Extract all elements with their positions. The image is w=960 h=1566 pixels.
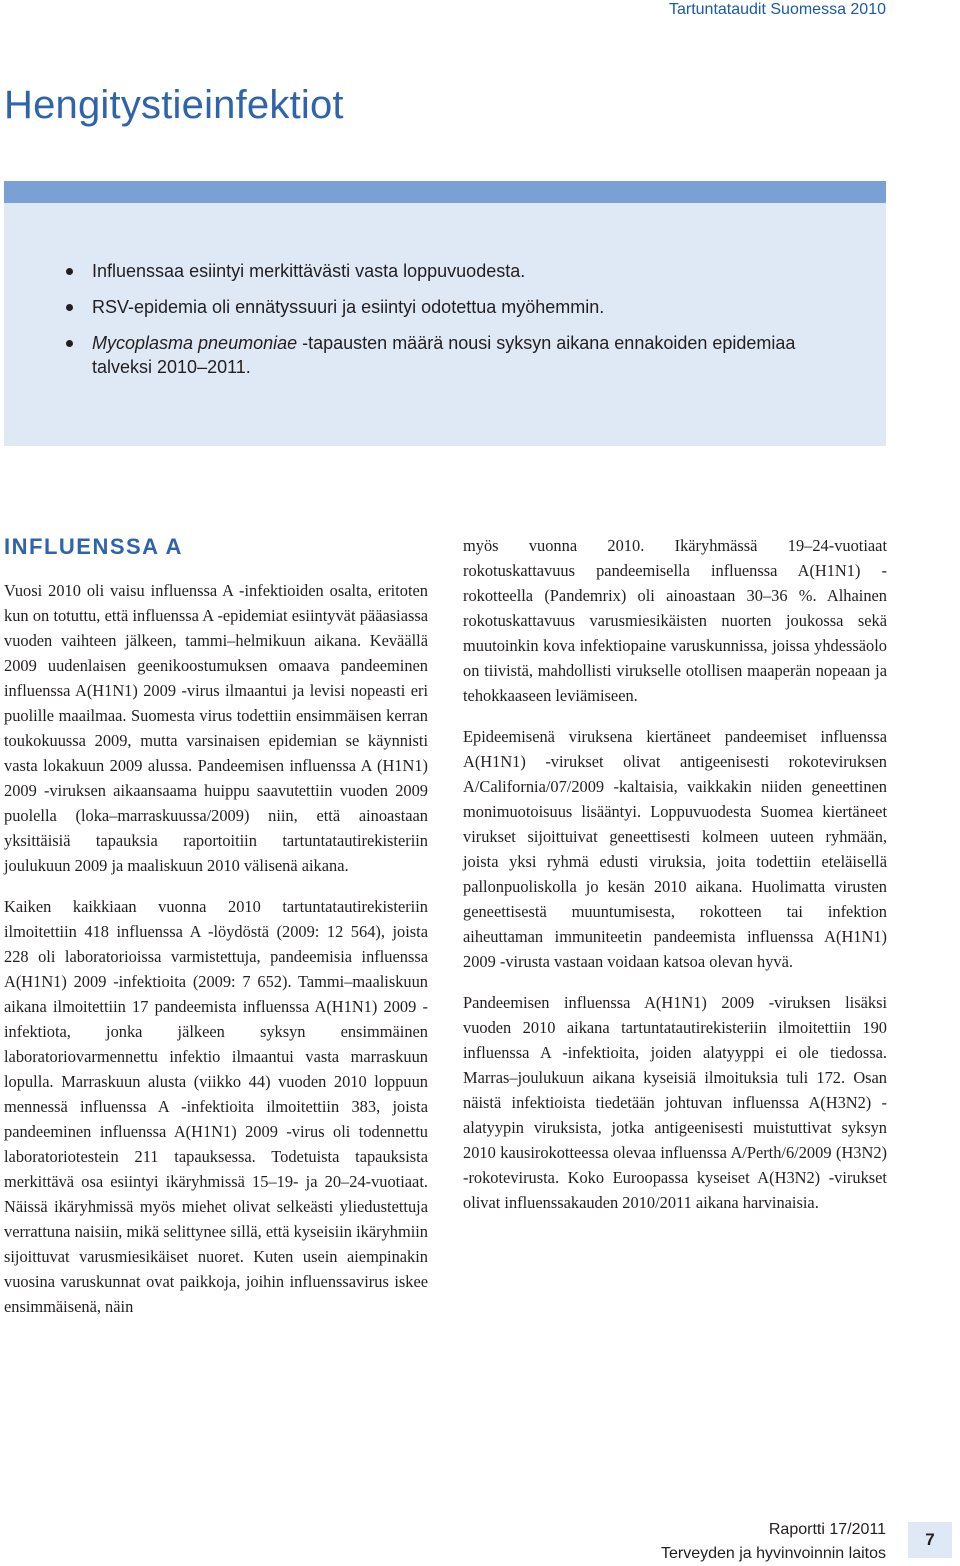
body-paragraph: Vuosi 2010 oli vaisu influenssa A -infektioiden osalta, eritoten kun on totuttu, että influenssa A -epidemiat esiintyvät pääasiassa vuoden vaihteen jälkeen, tammi–helmikuun aikana. Keväällä 2009 uudenlaisen geenikoostumuksen omaava pandeeminen influenssa A(H1N1) 2009 -virus ilmaantui ja levisi nopeasti eri puolille maailmaa. Suomesta virus todettiin ensimmäisen kerran toukokuussa 2009, mutta varsinaisen epidemian se käynnisti vasta lokakuun 2009 alussa. Pandeemisen influenssa A (H1N1) 2009 -viruksen aikaansaama huippu saavutettiin vuoden 2009 puolella (loka–marraskuussa/2009) niin, että ainoastaan yksittäisiä tapauksia raportoitiin tartuntatautirekisteriin joulukuun 2009 ja maaliskuun 2010 välisenä aikana. <box>4 581 428 875</box>
right-column <box>463 533 887 1231</box>
summary-box <box>4 181 886 446</box>
chapter-title: Hengitystieinfektiot <box>4 83 344 127</box>
summary-item-text: -tapausten määrä nousi syksyn aikana ennakoiden epidemiaa talveksi 2010–2011. <box>92 333 796 377</box>
report-number: Raportti 17/2011 <box>768 1521 886 1538</box>
publisher-name: Terveyden ja hyvinvoinnin laitos <box>660 1545 886 1562</box>
summary-item <box>60 331 846 379</box>
summary-item-italic: Mycoplasma pneumoniae <box>92 333 298 353</box>
running-header: Tartuntataudit Suomessa 2010 <box>668 1 886 18</box>
body-paragraph: Epideemisenä viruksena kiertäneet pandeemiset influenssa A(H1N1) -virukset olivat antigeenisesti rokoteviruksen A/California/07/2009 -kaltaisia, vaikkakin niiden geneettinen monimuotoisuus lisääntyi. Loppuvuodesta Suomea kiertäneet virukset sijoittuivat geneettisesti kolmeen uuteen ryhmään, joista yksi ryhmä edusti viruksia, joita todettiin eteläisellä pallonpuoliskolla jo kesän 2010 aikana. Huolimatta virusten geneettisestä muuntumisesta, rokotteen tai infektion aiheuttaman immuniteetin pandeemista influenssa A(H1N1) 2009 -virusta vastaan voidaan katsoa olevan hyvä. <box>463 727 887 971</box>
summary-list <box>60 259 846 379</box>
bullet-icon <box>66 340 73 347</box>
body-paragraph: Pandeemisen influenssa A(H1N1) 2009 -viruksen lisäksi vuoden 2010 aikana tartuntatautirekisteriin ilmoitettiin 190 influenssa A -infektioita, joiden alatyyppi ei ole tiedossa. Marras–joulukuun aikana kyseisiä ilmoituksia tuli 172. Osan näistä infektioista tiedetään johtuvan influenssa A(H3N2) -alatyypin viruksista, jotka antigeenisesti muistuttivat syksyn 2010 kausirokotteessa olevaa influenssa A/Perth/6/2009 (H3N2) -rokotevirusta. Koko Euroopassa kyseiset A(H3N2) -virukset olivat influenssakauden 2010/2011 aikana harvinaisia. <box>463 993 887 1212</box>
summary-item <box>60 259 846 283</box>
bullet-icon <box>66 304 73 311</box>
body-paragraph: myös vuonna 2010. Ikäryhmässä 19–24-vuotiaat rokotuskattavuus pandeemisella influenssa A(H1N1) -rokotteella (Pandemrix) oli ainoastaan 30–36 %. Alhainen rokotuskattavuus varusmiesikäisten nuorten joukossa sekä muutoinkin kova infektiopaine varuskunnissa, joissa yhdessäolo on tiivistä, mahdollisti virukselle otollisen maaperän nopeaan ja tehokkaaseen leviämiseen. <box>463 536 887 705</box>
page-number: 7 <box>908 1522 952 1558</box>
summary-header-bar <box>4 181 886 203</box>
section-heading: INFLUENSSA A <box>4 534 183 559</box>
summary-item <box>60 295 846 319</box>
bullet-icon <box>66 268 73 275</box>
summary-item-text: Influenssaa esiintyi merkittävästi vasta loppuvuodesta. <box>92 261 526 281</box>
summary-item-text: RSV-epidemia oli ennätyssuuri ja esiintyi odotettua myöhemmin. <box>92 297 605 317</box>
body-paragraph: Kaiken kaikkiaan vuonna 2010 tartuntatautirekisteriin ilmoitettiin 418 influenssa A -löydöstä (2009: 12 564), joista 228 oli laboratorioissa varmistettuja, pandeemisia influenssa A(H1N1) 2009 -infektioita (2009: 7 652). Tammi–maaliskuun aikana ilmoitettiin 17 pandeemista influenssa A(H1N1) 2009 -infektiota, jonka jälkeen syksyn ensimmäinen laboratoriovarmennettu infektio ilmaantui vasta marraskuun lopulla. Marraskuun alusta (viikko 44) vuoden 2010 loppuun mennessä influenssa A -infektioita ilmoitettiin 383, joista pandeeminen influenssa A(H1N1) 2009 -virus oli todennettu laboratoriotestein 211 tapauksessa. Todetuista tapauksista merkittävä osa esiintyi ikäryhmissä 15–19- ja 20–24-vuotiaat. Näissä ikäryhmissä myös miehet olivat selkeästi yliedustettuja verrattuna naisiin, mikä selittynee sillä, että kyseisiin ikäryhmiin sijoittuvat varusmiesikäiset nuoret. Kuten usein aiempinakin vuosina varuskunnat ovat paikkoja, joihin influenssavirus iskee ensimmäisenä, näin <box>4 897 428 1316</box>
footer <box>661 1518 886 1566</box>
left-column <box>4 532 428 1335</box>
